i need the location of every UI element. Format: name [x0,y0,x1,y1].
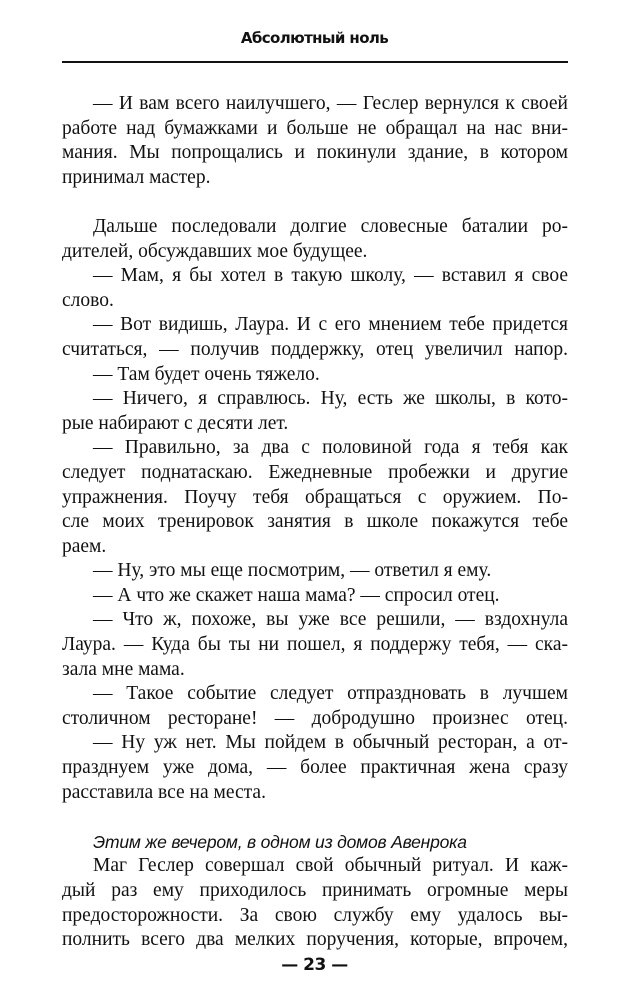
text-line: — Там будет очень тяжело. [93,363,320,385]
text-line: считаться, — получив поддержку, отец увеличил напор. [62,338,568,360]
text-line: упражнения. Поучу тебя обращаться с оружием. По- [62,486,568,508]
running-header-title: Абсолютный ноль [240,29,389,47]
text-line: — И вам всего наилучшего, — Геслер вернулся к своей [93,93,568,114]
text-line: работе над бумажками и больше не обращал на нас вни- [62,117,568,139]
page-number: — 23 — [281,955,348,975]
header-rule [62,61,568,63]
text-line: зала мне мама. [62,658,185,680]
text-line: — Ну, это мы еще посмотрим, — ответил я ему. [93,560,492,582]
text-line: раем. [62,535,107,557]
section-break [62,190,568,215]
text-line: — Правильно, за два с половиной года я тебя как [93,437,568,459]
text-line: — Ничего, я справлюсь. Ну, есть же школы, в кото- [93,388,568,410]
text-line: принимал мастер. [62,166,211,188]
text-line: рые набирают с десяти лет. [62,412,289,434]
text-line: Лаура. — Куда бы ты ни пошел, я поддержу тебя, — ска- [62,634,568,656]
section-subheading: Этим же вечером, в одном из домов Авенрока [93,831,467,852]
section-break [62,805,568,830]
text-line: дый раз ему приходилось принимать огромные меры [62,880,568,901]
text-line: празднуем уже дома, — более практичная жена сразу [62,757,568,779]
text-line: — Ну уж нет. Мы пойдем в обычный ресторан, а от- [93,732,568,754]
text-line: Дальше последовали долгие словесные баталии ро- [93,215,568,237]
text-line: следует поднатаскаю. Ежедневные пробежки и другие [62,461,568,483]
text-line: расставила все на места. [62,781,266,803]
text-line: слово. [62,289,114,311]
text-line: столичном ресторане! — добродушно произнес отец. [62,707,568,729]
text-line: — Вот видишь, Лаура. И с его мнением тебе придется [93,314,568,336]
text-line: мания. Мы попрощались и покинули здание, в котором [62,142,568,164]
page-body [62,92,568,953]
text-line: предосторожности. За свою службу ему удалось вы- [62,904,568,926]
text-line: — Мам, я бы хотел в такую школу, — вставил я свое [93,265,568,287]
text-line: полнить всего два мелких поручения, которые, впрочем, [62,929,568,951]
text-line: — А что же скажет наша мама? — спросил отец. [93,584,500,606]
text-line: — Такое событие следует отпраздновать в лучшем [93,683,568,705]
text-line: сле моих тренировок занятия в школе покажутся тебе [62,511,568,533]
text-line: — Что ж, похоже, вы уже все решили, — вздохнула [93,609,568,631]
text-line: Маг Геслер совершал свой обычный ритуал. И каж- [93,855,568,877]
text-line: дителей, обсуждавших мое будущее. [62,240,368,262]
